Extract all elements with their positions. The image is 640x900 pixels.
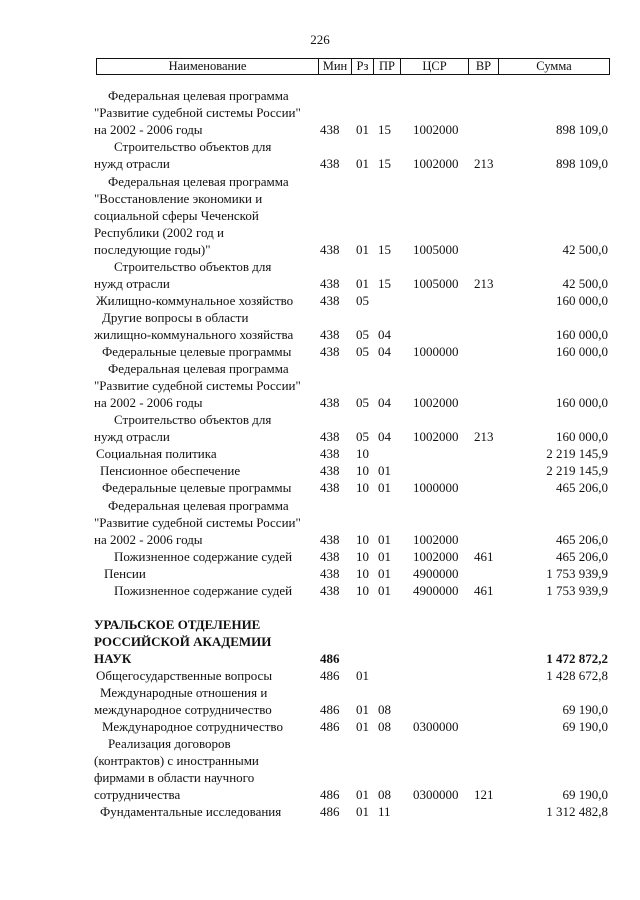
row-sum: 42 500,0 [562, 276, 608, 291]
row-sum: 465 206,0 [556, 480, 608, 495]
row-name-line: последующие годы)" [94, 242, 211, 257]
row-pr: 04 [378, 429, 391, 444]
row-min: 486 [320, 787, 340, 802]
table-row [0, 479, 640, 496]
row-csr: 1002000 [413, 532, 459, 547]
row-min: 438 [320, 293, 340, 308]
table-row [0, 360, 640, 411]
row-name [94, 138, 316, 172]
row-name-line: социальной сферы Чеченской [94, 208, 259, 223]
row-name [94, 497, 316, 548]
row-pr: 04 [378, 344, 391, 359]
row-vr: 121 [474, 787, 494, 802]
row-vr: 213 [474, 156, 494, 171]
row-name [94, 343, 316, 360]
table-row [0, 411, 640, 445]
row-name-line: Другие вопросы в области [102, 310, 249, 325]
table-row [0, 87, 640, 138]
row-rz: 01 [356, 702, 369, 717]
row-rz: 01 [356, 276, 369, 291]
row-min: 438 [320, 583, 340, 598]
table-row [0, 565, 640, 582]
row-min: 438 [320, 429, 340, 444]
row-name [94, 309, 316, 343]
table-row [0, 582, 640, 599]
row-name-line: Строительство объектов для [114, 139, 272, 154]
row-sum: 160 000,0 [556, 429, 608, 444]
row-rz: 10 [356, 463, 369, 478]
row-name-line: "Развитие судебной системы России" [94, 378, 301, 393]
row-pr: 04 [378, 395, 391, 410]
row-rz: 10 [356, 583, 369, 598]
row-pr: 01 [378, 463, 391, 478]
row-sum: 2 219 145,9 [546, 446, 608, 461]
row-min: 438 [320, 327, 340, 342]
row-csr: 1005000 [413, 242, 459, 257]
row-name [94, 462, 316, 479]
row-csr: 1002000 [413, 156, 459, 171]
row-min: 438 [320, 395, 340, 410]
table-row [0, 667, 640, 684]
row-pr: 08 [378, 702, 391, 717]
table-row [0, 292, 640, 309]
header-pr: ПР [374, 59, 401, 74]
row-rz: 05 [356, 429, 369, 444]
row-pr: 15 [378, 156, 391, 171]
row-sum: 160 000,0 [556, 327, 608, 342]
row-name [94, 565, 316, 582]
row-rz: 10 [356, 549, 369, 564]
row-name-line: Фундаментальные исследования [100, 804, 282, 819]
row-rz: 10 [356, 446, 369, 461]
table-row [0, 803, 640, 820]
row-name [94, 548, 316, 565]
row-name-line: Международное сотрудничество [102, 719, 283, 734]
row-vr: 213 [474, 276, 494, 291]
table-row [0, 735, 640, 803]
row-rz: 05 [356, 395, 369, 410]
row-min: 438 [320, 156, 340, 171]
row-name-line: Федеральная целевая программа [108, 174, 289, 189]
row-sum: 69 190,0 [562, 719, 608, 734]
row-name-line: "Развитие судебной системы России" [94, 515, 301, 530]
row-rz: 10 [356, 566, 369, 581]
row-name-line: на 2002 - 2006 годы [94, 532, 203, 547]
row-rz: 05 [356, 293, 369, 308]
row-name-line: Федеральная целевая программа [108, 498, 289, 513]
page-number: 226 [310, 32, 330, 47]
row-rz: 01 [356, 719, 369, 734]
row-name-line: Республики (2002 год и [94, 225, 224, 240]
row-name-line: нужд отрасли [94, 276, 170, 291]
row-pr: 11 [378, 804, 391, 819]
row-name-line: Федеральная целевая программа [108, 361, 289, 376]
row-sum: 42 500,0 [562, 242, 608, 257]
row-sum: 898 109,0 [556, 156, 608, 171]
row-name-line: "Развитие судебной системы России" [94, 105, 301, 120]
row-csr: 1000000 [413, 344, 459, 359]
row-pr: 15 [378, 276, 391, 291]
row-csr: 1005000 [413, 276, 459, 291]
row-name-line: Федеральные целевые программы [102, 480, 292, 495]
row-name [94, 411, 316, 445]
row-sum: 1 428 672,8 [546, 668, 608, 683]
row-name [94, 735, 316, 803]
row-csr: 1002000 [413, 395, 459, 410]
row-sum: 160 000,0 [556, 293, 608, 308]
row-name-line: УРАЛЬСКОЕ ОТДЕЛЕНИЕ [94, 617, 261, 632]
row-name-line: Общегосударственные вопросы [96, 668, 273, 683]
row-rz: 01 [356, 242, 369, 257]
row-sum: 160 000,0 [556, 344, 608, 359]
row-name-line: сотрудничества [94, 787, 181, 802]
row-min: 438 [320, 242, 340, 257]
header-name: Наименование [97, 59, 319, 74]
table-row [0, 462, 640, 479]
row-name-line: Пенсии [104, 566, 146, 581]
row-min: 438 [320, 549, 340, 564]
row-name-line: "Восстановление экономики и [94, 191, 263, 206]
row-name-line: Пожизненное содержание судей [114, 549, 293, 564]
row-name [94, 684, 316, 718]
row-name-line: Реализация договоров [108, 736, 231, 751]
row-name-line: фирмами в области научного [94, 770, 255, 785]
row-name [94, 173, 316, 258]
row-sum: 69 190,0 [562, 702, 608, 717]
row-vr: 461 [474, 583, 494, 598]
row-pr: 01 [378, 566, 391, 581]
row-csr: 0300000 [413, 787, 459, 802]
row-min: 486 [320, 702, 340, 717]
row-rz: 01 [356, 122, 369, 137]
row-min: 438 [320, 532, 340, 547]
row-sum: 1 753 939,9 [546, 566, 608, 581]
table-row [0, 138, 640, 172]
row-name [94, 582, 316, 599]
row-min: 486 [320, 651, 340, 666]
row-sum: 160 000,0 [556, 395, 608, 410]
row-csr: 1002000 [413, 122, 459, 137]
row-name-line: РОССИЙСКОЙ АКАДЕМИИ [94, 634, 272, 649]
row-name-line: Жилищно-коммунальное хозяйство [96, 293, 294, 308]
row-name-line: международное сотрудничество [94, 702, 272, 717]
row-name-line: Федеральные целевые программы [102, 344, 292, 359]
row-name-line: Строительство объектов для [114, 259, 272, 274]
row-name-line: на 2002 - 2006 годы [94, 122, 203, 137]
table-row [0, 258, 640, 292]
row-sum: 465 206,0 [556, 549, 608, 564]
row-min: 438 [320, 344, 340, 359]
table-row [0, 497, 640, 548]
row-name-line: Федеральная целевая программа [108, 88, 289, 103]
header-rz: Рз [352, 59, 374, 74]
table-row [0, 173, 640, 258]
row-name-line: жилищно-коммунального хозяйства [94, 327, 294, 342]
table-row [0, 548, 640, 565]
row-rz: 05 [356, 327, 369, 342]
row-rz: 01 [356, 787, 369, 802]
row-name-line: Пожизненное содержание судей [114, 583, 293, 598]
row-name-line: Пенсионное обеспечение [100, 463, 241, 478]
row-min: 438 [320, 446, 340, 461]
row-sum: 1 753 939,9 [546, 583, 608, 598]
row-name [94, 445, 316, 462]
row-csr: 1002000 [413, 549, 459, 564]
row-rz: 01 [356, 804, 369, 819]
row-name-line: нужд отрасли [94, 429, 170, 444]
row-rz: 01 [356, 156, 369, 171]
row-rz: 10 [356, 480, 369, 495]
row-sum: 465 206,0 [556, 532, 608, 547]
row-name [94, 803, 316, 820]
row-rz: 05 [356, 344, 369, 359]
header-csr: ЦСР [401, 59, 469, 74]
row-csr: 1000000 [413, 480, 459, 495]
row-rz: 01 [356, 668, 369, 683]
table-row [0, 718, 640, 735]
row-name [94, 479, 316, 496]
row-name-line: нужд отрасли [94, 156, 170, 171]
row-min: 486 [320, 719, 340, 734]
row-min: 438 [320, 122, 340, 137]
table-row [0, 309, 640, 343]
row-name [94, 87, 316, 138]
row-name-line: Социальная политика [96, 446, 217, 461]
row-sum: 898 109,0 [556, 122, 608, 137]
row-name [94, 258, 316, 292]
row-sum: 2 219 145,9 [546, 463, 608, 478]
row-csr: 0300000 [413, 719, 459, 734]
table-row [0, 445, 640, 462]
header-min: Мин [319, 59, 352, 74]
row-sum: 69 190,0 [562, 787, 608, 802]
row-name [94, 360, 316, 411]
row-min: 438 [320, 463, 340, 478]
row-min: 438 [320, 480, 340, 495]
row-csr: 4900000 [413, 583, 459, 598]
table-row [0, 616, 640, 667]
row-csr: 1002000 [413, 429, 459, 444]
row-name [94, 718, 316, 735]
row-name-line: НАУК [94, 651, 132, 666]
row-name-line: Строительство объектов для [114, 412, 272, 427]
row-name [94, 616, 316, 667]
row-vr: 461 [474, 549, 494, 564]
row-min: 486 [320, 804, 340, 819]
row-vr: 213 [474, 429, 494, 444]
row-name [94, 292, 316, 309]
header-vr: ВР [469, 59, 499, 74]
row-min: 438 [320, 276, 340, 291]
table-header [96, 58, 610, 75]
row-pr: 15 [378, 122, 391, 137]
row-name [94, 667, 316, 684]
row-pr: 01 [378, 532, 391, 547]
row-pr: 01 [378, 583, 391, 598]
row-sum: 1 312 482,8 [546, 804, 608, 819]
row-pr: 08 [378, 719, 391, 734]
row-pr: 01 [378, 549, 391, 564]
row-pr: 04 [378, 327, 391, 342]
row-pr: 15 [378, 242, 391, 257]
header-sum: Сумма [536, 59, 572, 73]
row-csr: 4900000 [413, 566, 459, 581]
table-row [0, 684, 640, 718]
row-pr: 01 [378, 480, 391, 495]
row-name-line: на 2002 - 2006 годы [94, 395, 203, 410]
row-name-line: Международные отношения и [100, 685, 268, 700]
row-name-line: (контрактов) с иностранными [94, 753, 259, 768]
row-pr: 08 [378, 787, 391, 802]
table-row [0, 343, 640, 360]
row-min: 486 [320, 668, 340, 683]
row-rz: 10 [356, 532, 369, 547]
row-min: 438 [320, 566, 340, 581]
row-sum: 1 472 872,2 [546, 651, 608, 666]
